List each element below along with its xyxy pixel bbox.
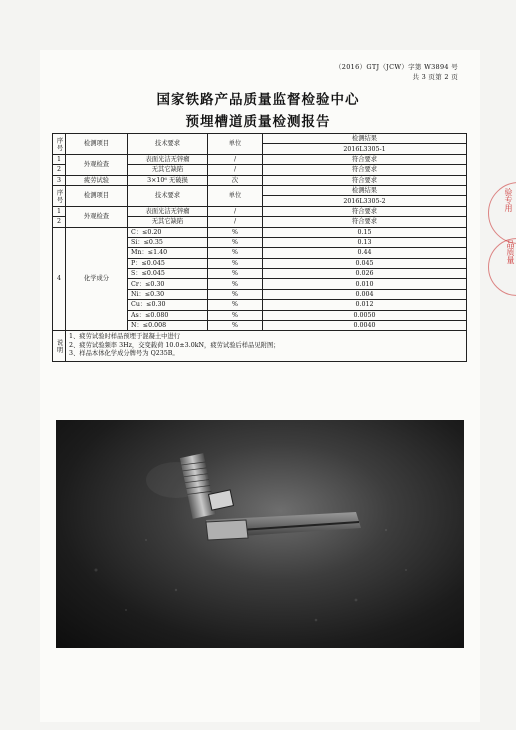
report-subtitle: 预埋槽道质量检测报告 bbox=[185, 114, 331, 130]
row-req: C：≤0.20 bbox=[128, 227, 208, 237]
sample-id-1: 2016L3305-1 bbox=[263, 144, 467, 154]
report-title: 国家铁路产品质量监督检验中心 bbox=[156, 92, 360, 108]
row-unit: / bbox=[208, 217, 263, 227]
report-number: （2016）GTJ（JCW）字第 W3894 号 bbox=[335, 63, 458, 71]
table-row bbox=[53, 227, 467, 237]
sample-id-2: 2016L3305-2 bbox=[263, 196, 467, 206]
row-no: 1 bbox=[53, 154, 66, 164]
row-unit: % bbox=[208, 310, 263, 320]
row-req: Cr：≤0.30 bbox=[128, 279, 208, 289]
row-unit: % bbox=[208, 248, 263, 258]
row-unit: % bbox=[208, 289, 263, 299]
row-req: S：≤0.045 bbox=[128, 269, 208, 279]
row-result: 0.0050 bbox=[263, 310, 467, 320]
table-row bbox=[53, 154, 467, 164]
row-result: 0.004 bbox=[263, 289, 467, 299]
row-req: 无其它缺陷 bbox=[128, 217, 208, 227]
row-item: 外观检查 bbox=[66, 154, 128, 175]
notes-label: 说明 bbox=[53, 331, 66, 362]
inspection-table bbox=[52, 133, 467, 362]
row-req: Cu：≤0.30 bbox=[128, 300, 208, 310]
row-no: 1 bbox=[53, 206, 66, 216]
sample-photo-image bbox=[56, 420, 464, 648]
row-result: 0.44 bbox=[263, 248, 467, 258]
col-header-unit: 单位 bbox=[208, 185, 263, 206]
row-unit: % bbox=[208, 300, 263, 310]
table-row bbox=[53, 206, 467, 216]
note-line: 2、疲劳试验频率 3Hz，交变载荷 10.0±3.0kN，疲劳试验后样品见附图； bbox=[69, 341, 280, 349]
stamp-text-2: 品质量 bbox=[506, 240, 515, 264]
row-result: 0.045 bbox=[263, 258, 467, 268]
col-header-result: 检测结果 bbox=[263, 185, 467, 195]
row-result: 符合要求 bbox=[263, 206, 467, 216]
row-req: Ni：≤0.30 bbox=[128, 289, 208, 299]
notes-content bbox=[66, 331, 467, 362]
row-req: 3×10⁶ 无破损 bbox=[128, 175, 208, 185]
row-result: 0.0040 bbox=[263, 321, 467, 331]
col-header-req: 技术要求 bbox=[128, 134, 208, 155]
row-unit: % bbox=[208, 237, 263, 247]
row-unit: / bbox=[208, 154, 263, 164]
page-indicator: 共 3 页第 2 页 bbox=[412, 73, 458, 81]
sample-photo bbox=[56, 420, 464, 648]
row-item: 化学成分 bbox=[66, 227, 128, 331]
table-row bbox=[53, 175, 467, 185]
row-req: N：≤0.008 bbox=[128, 321, 208, 331]
row-result: 符合要求 bbox=[263, 175, 467, 185]
row-unit: / bbox=[208, 206, 263, 216]
col-header-item: 检测项目 bbox=[66, 134, 128, 155]
row-result: 符合要求 bbox=[263, 165, 467, 175]
row-unit: % bbox=[208, 279, 263, 289]
row-result: 0.026 bbox=[263, 269, 467, 279]
row-unit: % bbox=[208, 258, 263, 268]
row-result: 0.15 bbox=[263, 227, 467, 237]
row-result: 0.012 bbox=[263, 300, 467, 310]
col-header-req: 技术要求 bbox=[128, 185, 208, 206]
col-header-result: 检测结果 bbox=[263, 134, 467, 144]
row-item: 外观检查 bbox=[66, 206, 128, 227]
row-req: P：≤0.045 bbox=[128, 258, 208, 268]
row-result: 符合要求 bbox=[263, 217, 467, 227]
row-req: 表面光洁无锌瘤 bbox=[128, 206, 208, 216]
row-result: 符合要求 bbox=[263, 154, 467, 164]
row-unit: % bbox=[208, 227, 263, 237]
stamp-text-1: 验专用 bbox=[504, 188, 513, 212]
col-header-item: 检测项目 bbox=[66, 185, 128, 206]
col-header-seq: 序号 bbox=[53, 134, 66, 155]
row-req: As：≤0.080 bbox=[128, 310, 208, 320]
row-unit: % bbox=[208, 269, 263, 279]
row-no: 2 bbox=[53, 165, 66, 175]
row-req: 无其它缺陷 bbox=[128, 165, 208, 175]
row-result: 0.13 bbox=[263, 237, 467, 247]
note-line: 1、疲劳试验时样品预埋于混凝土中进行 bbox=[69, 333, 181, 341]
row-no: 4 bbox=[53, 227, 66, 331]
row-result: 0.010 bbox=[263, 279, 467, 289]
row-unit: % bbox=[208, 321, 263, 331]
report-reference bbox=[335, 62, 458, 82]
row-no: 3 bbox=[53, 175, 66, 185]
col-header-unit: 单位 bbox=[208, 134, 263, 155]
row-no: 2 bbox=[53, 217, 66, 227]
row-req: 表面光洁无锌瘤 bbox=[128, 154, 208, 164]
row-item: 疲劳试验 bbox=[66, 175, 128, 185]
col-header-seq: 序号 bbox=[53, 185, 66, 206]
note-line: 3、样品本体化学成分牌号为 Q235B。 bbox=[69, 350, 179, 358]
row-unit: / bbox=[208, 165, 263, 175]
row-unit: 次 bbox=[208, 175, 263, 185]
row-req: Si：≤0.35 bbox=[128, 237, 208, 247]
row-req: Mn：≤1.40 bbox=[128, 248, 208, 258]
